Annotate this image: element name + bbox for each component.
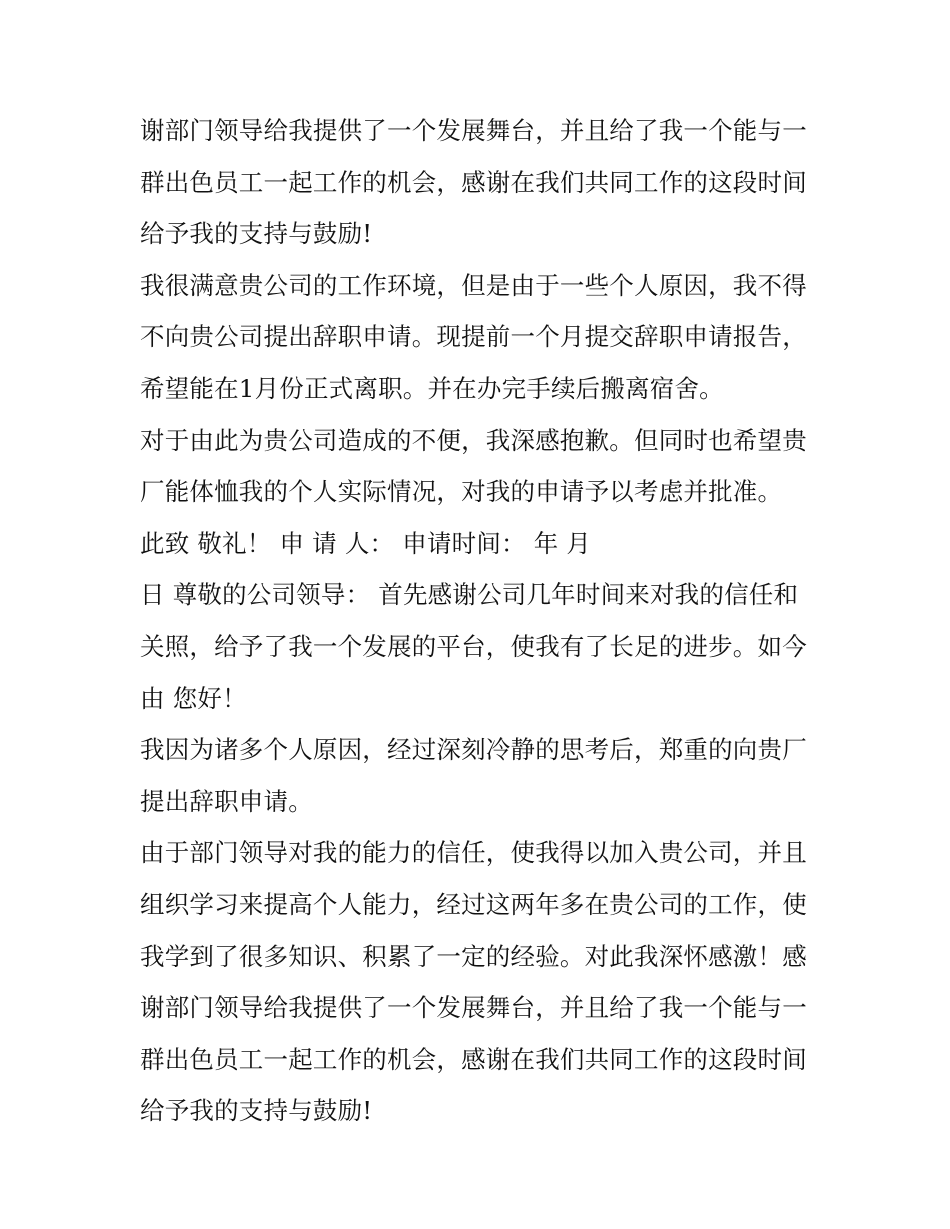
text-line: 组织学习来提高个人能力，经过这两年多在贵公司的工作，使 bbox=[140, 889, 807, 919]
text-line: 谢部门领导给我提供了一个发展舞台，并且给了我一个能与一 bbox=[140, 116, 807, 145]
text-line: 给予我的支持与鼓励! bbox=[140, 1096, 373, 1126]
text-line: 由于部门领导对我的能力的信任，使我得以加入贵公司，并且 bbox=[140, 838, 807, 868]
text-line: 群出色员工一起工作的机会，感谢在我们共同工作的这段时间 bbox=[140, 167, 807, 197]
resignation-letter-text bbox=[140, 105, 820, 1137]
text-line: 我学到了很多知识、积累了一定的经验。对此我深怀感激！感 bbox=[140, 941, 807, 971]
text-line: 我很满意贵公司的工作环境，但是由于一些个人原因，我不得 bbox=[140, 270, 807, 300]
text-line: 日 尊敬的公司领导： 首先感谢公司几年时间来对我的信任和 bbox=[140, 580, 799, 610]
text-line: 我因为诸多个人原因，经过深刻冷静的思考后，郑重的向贵厂 bbox=[140, 735, 807, 765]
text-line: 给予我的支持与鼓励! bbox=[140, 219, 373, 249]
text-line: 不向贵公司提出辞职申请。现提前一个月提交辞职申请报告， bbox=[140, 322, 807, 352]
text-line: 对于由此为贵公司造成的不便，我深感抱歉。但同时也希望贵 bbox=[140, 425, 807, 455]
text-line: 群出色员工一起工作的机会，感谢在我们共同工作的这段时间 bbox=[140, 1044, 807, 1074]
text-line: 提出辞职申请。 bbox=[140, 786, 313, 816]
text-line: 关照，给予了我一个发展的平台，使我有了长足的进步。如今 bbox=[140, 631, 807, 661]
text-line: 厂能体恤我的个人实际情况，对我的申请予以考虑并批准。 bbox=[140, 477, 783, 507]
text-line: 希望能在1月份正式离职。并在办完手续后搬离宿舍。 bbox=[140, 373, 724, 403]
text-line: 由 您好！ bbox=[140, 683, 247, 713]
text-line: 谢部门领导给我提供了一个发展舞台，并且给了我一个能与一 bbox=[140, 993, 807, 1023]
text-line: 此致 敬礼！ 申 请 人： 申请时间： 年 月 bbox=[140, 528, 592, 558]
